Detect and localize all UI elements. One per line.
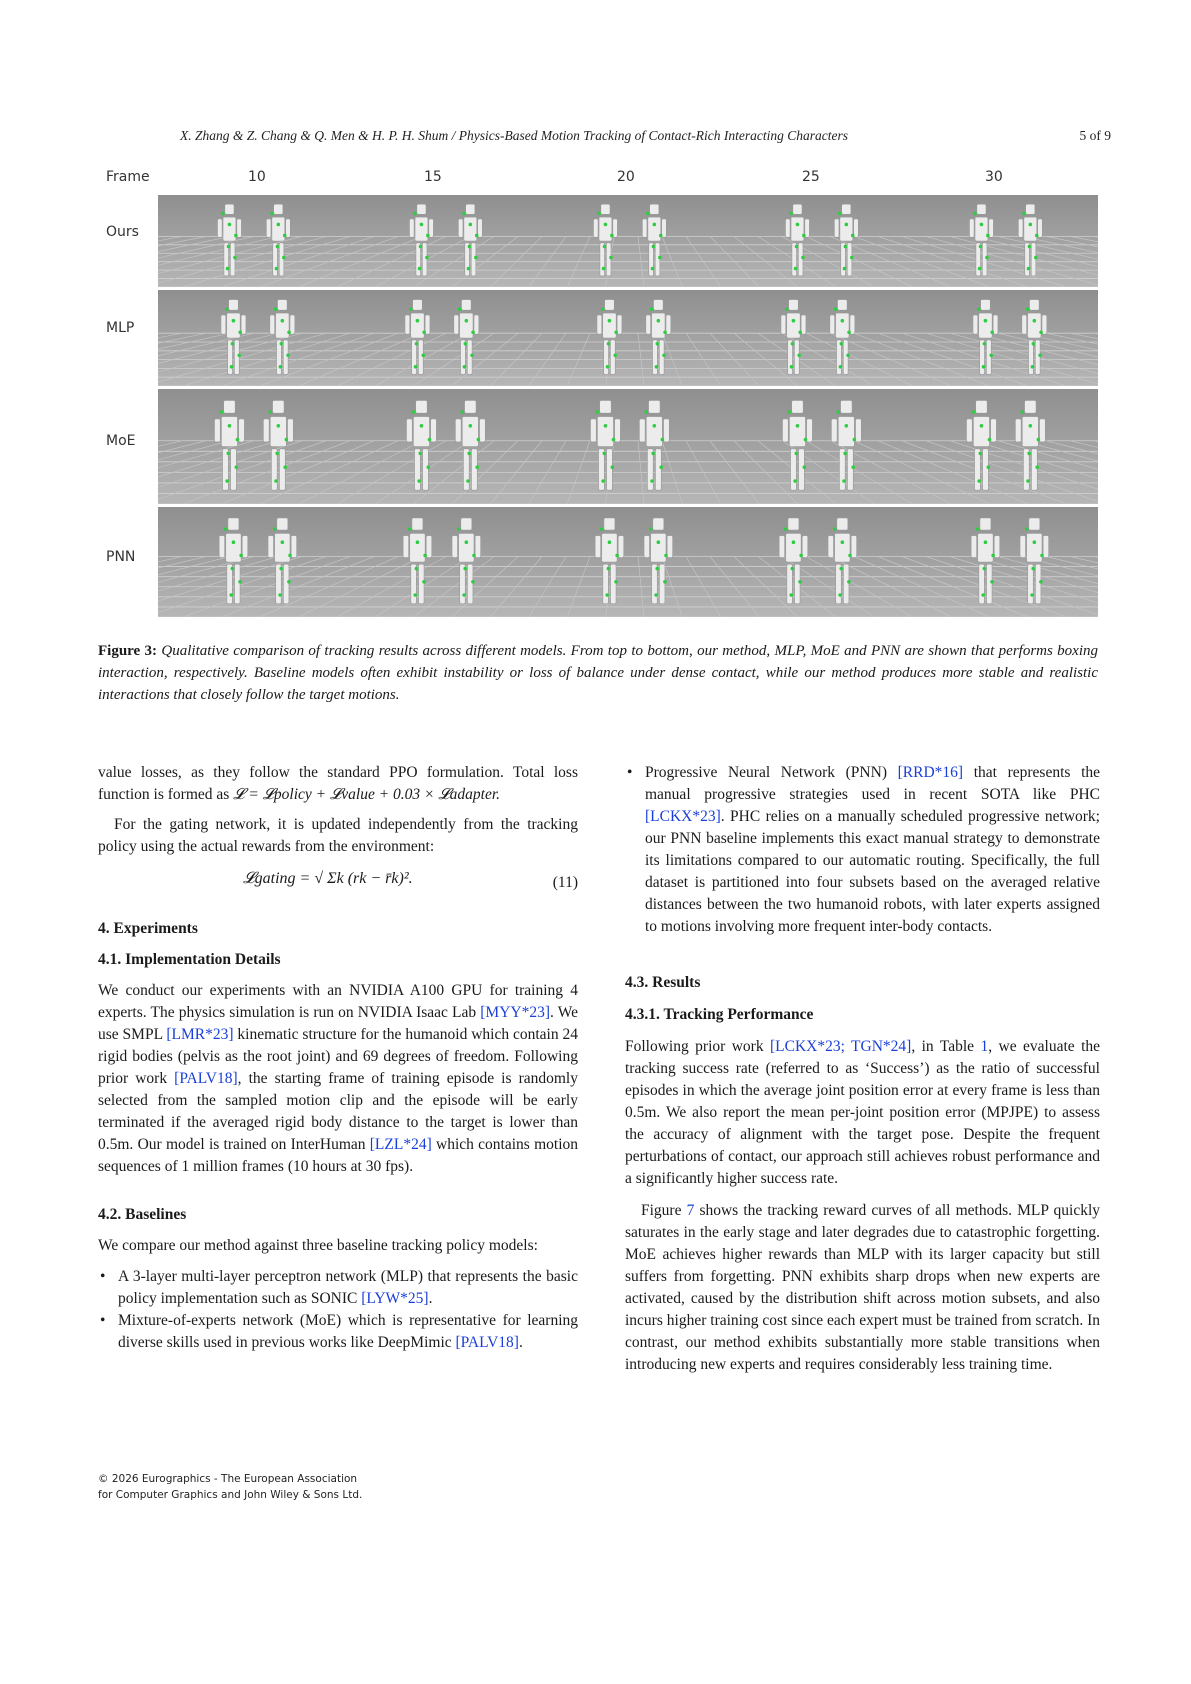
humanoid-figure: [830, 300, 855, 375]
running-title: X. Zhang & Z. Chang & Q. Men & H. P. H. Shum / Physics-Based Motion Tracking of Contact-Rich Interacting Characters: [180, 128, 848, 143]
render-strip-moe: [158, 389, 1098, 504]
humanoid-figure: [403, 518, 432, 604]
humanoid-figure: [779, 518, 808, 604]
list-item: • Mixture-of-experts network (MoE) which is representative for learning diverse skills used in previous works like DeepMimic [PALV18].: [98, 1310, 578, 1354]
frame-number: 10: [248, 169, 266, 185]
humanoid-figure: [406, 401, 436, 491]
render-illustration: [158, 507, 1098, 617]
equation-body: 𝓛gating = √ Σk (rk − r̄k)².: [243, 870, 413, 887]
paragraph: value losses, as they follow the standard PPO formulation. Total loss function is formed as 𝓛 = 𝓛policy + 𝓛value + 0.03 × 𝓛adapter.: [98, 764, 578, 803]
humanoid-figure: [268, 518, 297, 604]
figure-ref-link[interactable]: 7: [686, 1202, 695, 1219]
humanoid-figure: [828, 518, 857, 604]
running-header: [180, 128, 980, 144]
render-illustration: [158, 389, 1098, 504]
row-label: PNN: [106, 549, 136, 565]
subsection-heading: 4.2. Baselines: [98, 1206, 187, 1223]
paragraph: For the gating network, it is updated independently from the tracking policy using the actual rewards from the environment:: [98, 816, 578, 855]
humanoid-figure: [405, 300, 430, 375]
humanoid-figure: [973, 300, 998, 375]
humanoid-figure: [1015, 401, 1045, 491]
baseline-list: [98, 1266, 578, 1354]
baseline-list-cont: [625, 762, 1100, 938]
humanoid-figure: [214, 401, 244, 491]
humanoid-figure: [782, 401, 812, 491]
paragraph: We conduct our experiments with an NVIDIA A100 GPU for training 4 experts. The physics simulation is run on NVIDIA Isaac Lab [MYY*23]. We use SMPL [LMR*23] kinematic structure for the humanoid which contain 24 rigid bodies (pelvis as the root joint) and 69 degrees of freedom. Following prior work [PALV18], the starting frame of training episode is randomly selected from the sampled motion clip and the episode will be early terminated if the averaged rigid body distance to the target is lower than 0.5m. Our model is trained on InterHuman [LZL*24] which contains motion sequences of 1 million frames (10 hours at 30 fps).: [98, 982, 578, 1175]
footer-line: for Computer Graphics and John Wiley & Sons Ltd.: [98, 1489, 363, 1501]
caption-text: Qualitative comparison of tracking results across different models. From top to bottom, our method, MLP, MoE and PNN are shown that performs boxing interaction, respectively. Baseline models often exhibit instability or loss of balance under dense contact, while our method produces more stable and realistic interactions that closely follow the target motions.: [98, 643, 1099, 703]
equation-11: [98, 858, 578, 908]
right-column: [625, 762, 1100, 1376]
humanoid-figure: [590, 401, 620, 491]
subsection-heading: 4.1. Implementation Details: [98, 951, 281, 968]
paragraph: Figure 7 shows the tracking reward curves of all methods. MLP quickly saturates in the early stage and later degrades due to catastrophic forgetting. MoE achieves higher rewards than MLP with its larger capacity but still suffers from forgetting. PNN exhibits sharp drops when new experts are activated, caused by the distribution shift across motion subsets, and also incurs higher training cost since each expert must be trained from scratch. In contrast, our method exhibits substantially more stable transitions when introducing new experts and requires considerably less training time.: [625, 1202, 1100, 1373]
left-column: [98, 762, 578, 1354]
humanoid-figure: [452, 518, 481, 604]
humanoid-figure: [221, 300, 246, 375]
citation-link[interactable]: [LYW*25]: [361, 1290, 429, 1307]
humanoid-figure: [458, 204, 482, 276]
humanoid-figure: [642, 204, 666, 276]
render-illustration: [158, 195, 1098, 287]
citation-link[interactable]: [LZL*24]: [369, 1136, 432, 1153]
caption-label: Figure 3:: [98, 643, 158, 659]
page-number: 5 of 9: [1079, 128, 1111, 143]
list-item: • Progressive Neural Network (PNN) [RRD*16] that represents the manual progressive strategies used in recent SOTA like PHC [LCKX*23]. PHC relies on a manually scheduled progressive network; our PNN baseline implements this exact manual strategy to demonstrate its limitations compared to our automatic routing. Specifically, the full dataset is partitioned into four subsets based on the averaged relative distances between the two humanoid robots, with later experts assigned to motions involving more frequent inter-body contacts.: [625, 762, 1100, 938]
subsection-heading: 4.3. Results: [625, 974, 701, 991]
humanoid-figure: [270, 300, 295, 375]
humanoid-figure: [831, 401, 861, 491]
humanoid-figure: [593, 204, 617, 276]
copyright-footer: [98, 1471, 362, 1503]
humanoid-figure: [646, 300, 671, 375]
render-illustration: [158, 290, 1098, 386]
paragraph: We compare our method against three baseline tracking policy models:: [98, 1237, 538, 1254]
render-strip-pnn: [158, 507, 1098, 617]
frame-number: 20: [617, 169, 635, 185]
subsubsection-heading: 4.3.1. Tracking Performance: [625, 1006, 814, 1023]
frame-label: Frame: [106, 169, 150, 185]
citation-link[interactable]: [RRD*16]: [897, 764, 964, 781]
citation-link[interactable]: [LCKX*23]: [645, 808, 721, 825]
humanoid-figure: [639, 401, 669, 491]
inline-equation: 𝓛 = 𝓛policy + 𝓛value + 0.03 × 𝓛adapter.: [233, 786, 501, 803]
humanoid-figure: [454, 300, 479, 375]
footer-line: © 2026 Eurographics - The European Association: [98, 1473, 358, 1485]
humanoid-figure: [1022, 300, 1047, 375]
row-label: MoE: [106, 433, 136, 449]
row-label: Ours: [106, 224, 139, 240]
frame-number: 15: [424, 169, 442, 185]
render-strip-mlp: [158, 290, 1098, 386]
list-item: • A 3-layer multi-layer perceptron network (MLP) that represents the basic policy implementation such as SONIC [LYW*25].: [98, 1266, 578, 1310]
frame-number: 25: [802, 169, 820, 185]
row-label: MLP: [106, 320, 135, 336]
citation-link[interactable]: [PALV18]: [174, 1070, 238, 1087]
figure-caption: [98, 640, 1098, 706]
citation-link[interactable]: [LMR*23]: [166, 1026, 234, 1043]
paragraph: Following prior work [LCKX*23; TGN*24], in Table 1, we evaluate the tracking success rate (referred to as ‘Success’) as the ratio of successful episodes in which the average joint position error at every frame is less than 0.5m. We also report the mean per-joint position error (MPJPE) to assess the accuracy of alignment with the target pose. Despite the frequent perturbations of contact, our approach still achieves robust performance and a significantly higher success rate.: [625, 1038, 1101, 1187]
equation-number: (11): [552, 874, 578, 891]
section-heading: 4. Experiments: [98, 920, 198, 937]
render-strip-ours: [158, 195, 1098, 287]
citation-link[interactable]: [LCKX*23; TGN*24]: [770, 1038, 912, 1055]
citation-link[interactable]: [PALV18]: [455, 1334, 519, 1351]
humanoid-figure: [966, 401, 996, 491]
frame-number: 30: [985, 169, 1003, 185]
table-ref-link[interactable]: 1: [980, 1038, 989, 1055]
citation-link[interactable]: [MYY*23]: [480, 1004, 550, 1021]
humanoid-figure: [644, 518, 673, 604]
humanoid-figure: [1020, 518, 1049, 604]
